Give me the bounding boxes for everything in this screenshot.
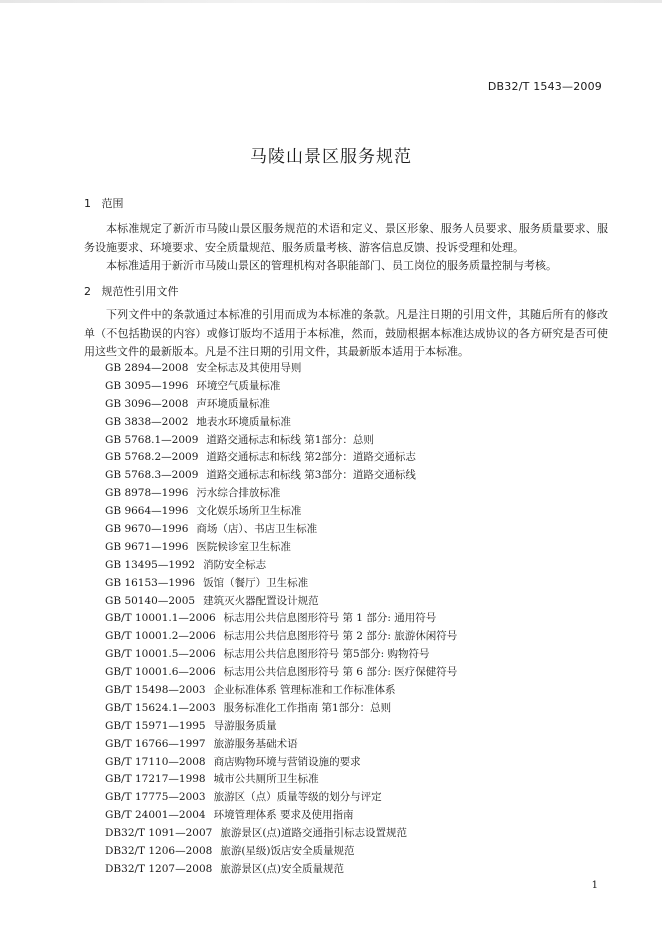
reference-item [105,414,457,432]
reference-title: 声环境质量标准 [196,397,270,410]
reference-code: GB 5768.1—2009 [105,433,199,446]
reference-code: GB/T 15624.1—2003 [105,701,216,714]
reference-title: 饭馆（餐厅）卫生标准 [203,576,309,589]
reference-title: 商场（店）、书店卫生标准 [196,523,318,536]
reference-item [105,485,457,503]
reference-title: 环境空气质量标准 [196,379,281,392]
reference-title: 地表水环境质量标准 [196,415,291,428]
reference-title: 标志用公共信息图形符号 第 6 部分: 医疗保健符号 [223,666,458,679]
reference-item [105,396,457,414]
reference-code: GB 3096—2008 [105,397,189,410]
reference-item [105,521,457,539]
document-title: 马陵山景区服务规范 [250,147,412,167]
reference-title: 文化娱乐场所卫生标准 [196,505,302,518]
reference-code: GB/T 10001.1—2006 [105,612,216,625]
section-title: 范围 [101,197,124,210]
reference-title: 旅游服务基础术语 [213,737,298,750]
reference-code: GB/T 10001.6—2006 [105,666,216,679]
reference-code: GB 3095—1996 [105,379,189,392]
reference-code: GB/T 15498—2003 [105,684,206,697]
reference-item [105,700,457,718]
page-number: 1 [591,880,598,891]
reference-code: GB/T 10001.2—2006 [105,630,216,643]
reference-list [105,360,457,879]
reference-code: GB 3838—2002 [105,415,189,428]
reference-title: 导游服务质量 [213,719,277,732]
reference-code: GB 9670—1996 [105,523,189,536]
standard-number: DB32/T 1543—2009 [487,80,602,93]
reference-title: 城市公共厕所卫生标准 [213,773,319,786]
reference-item [105,378,457,396]
reference-code: GB 9664—1996 [105,505,189,518]
reference-item [105,861,457,879]
reference-item [105,593,457,611]
reference-item [105,467,457,485]
reference-title: 旅游景区(点)安全质量规范 [220,862,345,875]
reference-code: GB 5768.3—2009 [105,469,199,482]
reference-title: 标志用公共信息图形符号 第 2 部分: 旅游休闲符号 [223,630,458,643]
reference-code: GB/T 16766—1997 [105,737,206,750]
reference-code: GB/T 15971—1995 [105,719,206,732]
reference-item [105,682,457,700]
section-number: 1 [84,197,91,210]
reference-title: 环境管理体系 要求及使用指南 [213,809,354,822]
section-title: 规范性引用文件 [101,285,179,298]
section-number: 2 [84,285,91,298]
reference-item [105,807,457,825]
reference-title: 医院候诊室卫生标准 [196,540,291,553]
reference-code: GB 9671—1996 [105,540,189,553]
reference-item [105,575,457,593]
reference-item [105,646,457,664]
reference-item [105,843,457,861]
reference-title: 商店购物环境与营销设施的要求 [213,755,361,768]
reference-title: 安全标志及其使用导则 [196,362,302,374]
reference-code: GB/T 17110—2008 [105,755,206,768]
reference-code: DB32/T 1206—2008 [105,845,213,858]
reference-title: 建筑灭火器配置设计规范 [203,594,319,607]
reference-code: GB 2894—2008 [105,362,189,374]
reference-code: GB 5768.2—2009 [105,451,199,464]
reference-item [105,754,457,772]
reference-code: DB32/T 1091—2007 [105,827,213,840]
reference-code: GB/T 17775—2003 [105,791,206,804]
reference-code: DB32/T 1207—2008 [105,862,213,875]
reference-title: 旅游区（点）质量等级的划分与评定 [213,791,382,804]
reference-title: 污水综合排放标准 [196,487,281,500]
scan-edge-line [0,0,662,3]
reference-item [105,718,457,736]
reference-code: GB/T 17217—1998 [105,773,206,786]
scope-paragraph-2: 本标准适用于新沂市马陵山景区的管理机构对各职能部门、员工岗位的服务质量控制与考核。 [106,259,557,272]
reference-title: 道路交通标志和标线 第2部分：道路交通标志 [206,451,416,464]
reference-title: 标志用公共信息图形符号 第 1 部分: 通用符号 [223,612,437,625]
reference-item [105,503,457,521]
section-heading-normative-references [84,283,179,299]
references-intro-paragraph: 下列文件中的条款通过本标准的引用而成为本标准的条款。凡是注日期的引用文件，其随后所有的修改单（不包括勘误的内容）或修订版均不适用于本标准，然而，鼓励根据本标准达成协议的各方研究是否可使用这些文件的最新版本。凡是不注日期的引用文件，其最新版本适用于本标准。 [84,308,608,358]
reference-item [105,557,457,575]
reference-item [105,539,457,557]
reference-item [105,449,457,467]
reference-item [105,360,457,378]
reference-item [105,664,457,682]
reference-item [105,825,457,843]
scope-paragraph-1: 本标准规定了新沂市马陵山景区服务规范的术语和定义、景区形象、服务人员要求、服务质量要求、服务设施要求、环境要求、安全质量规范、服务质量考核、游客信息反馈、投诉受理和处理。 [84,222,608,254]
reference-item [105,771,457,789]
reference-title: 旅游(星级)饭店安全质量规范 [220,845,355,858]
reference-title: 消防安全标志 [203,558,267,571]
reference-code: GB 16153—1996 [105,576,196,589]
reference-title: 旅游景区(点)道路交通指引标志设置规范 [220,827,408,840]
reference-item [105,610,457,628]
reference-code: GB 8978—1996 [105,487,189,500]
reference-title: 道路交通标志和标线 第1部分：总则 [206,433,374,446]
reference-code: GB/T 10001.5—2006 [105,648,216,661]
reference-title: 道路交通标志和标线 第3部分：道路交通标线 [206,469,416,482]
reference-code: GB 13495—1992 [105,558,196,571]
reference-item [105,628,457,646]
section-heading-scope [84,195,124,211]
reference-code: GB/T 24001—2004 [105,809,206,822]
reference-item [105,736,457,754]
reference-code: GB 50140—2005 [105,594,196,607]
reference-title: 标志用公共信息图形符号 第5部分: 购物符号 [223,648,430,661]
reference-title: 服务标准化工作指南 第1部分：总则 [223,701,392,714]
reference-item [105,432,457,450]
reference-item [105,789,457,807]
reference-title: 企业标准体系 管理标准和工作标准体系 [213,684,396,697]
